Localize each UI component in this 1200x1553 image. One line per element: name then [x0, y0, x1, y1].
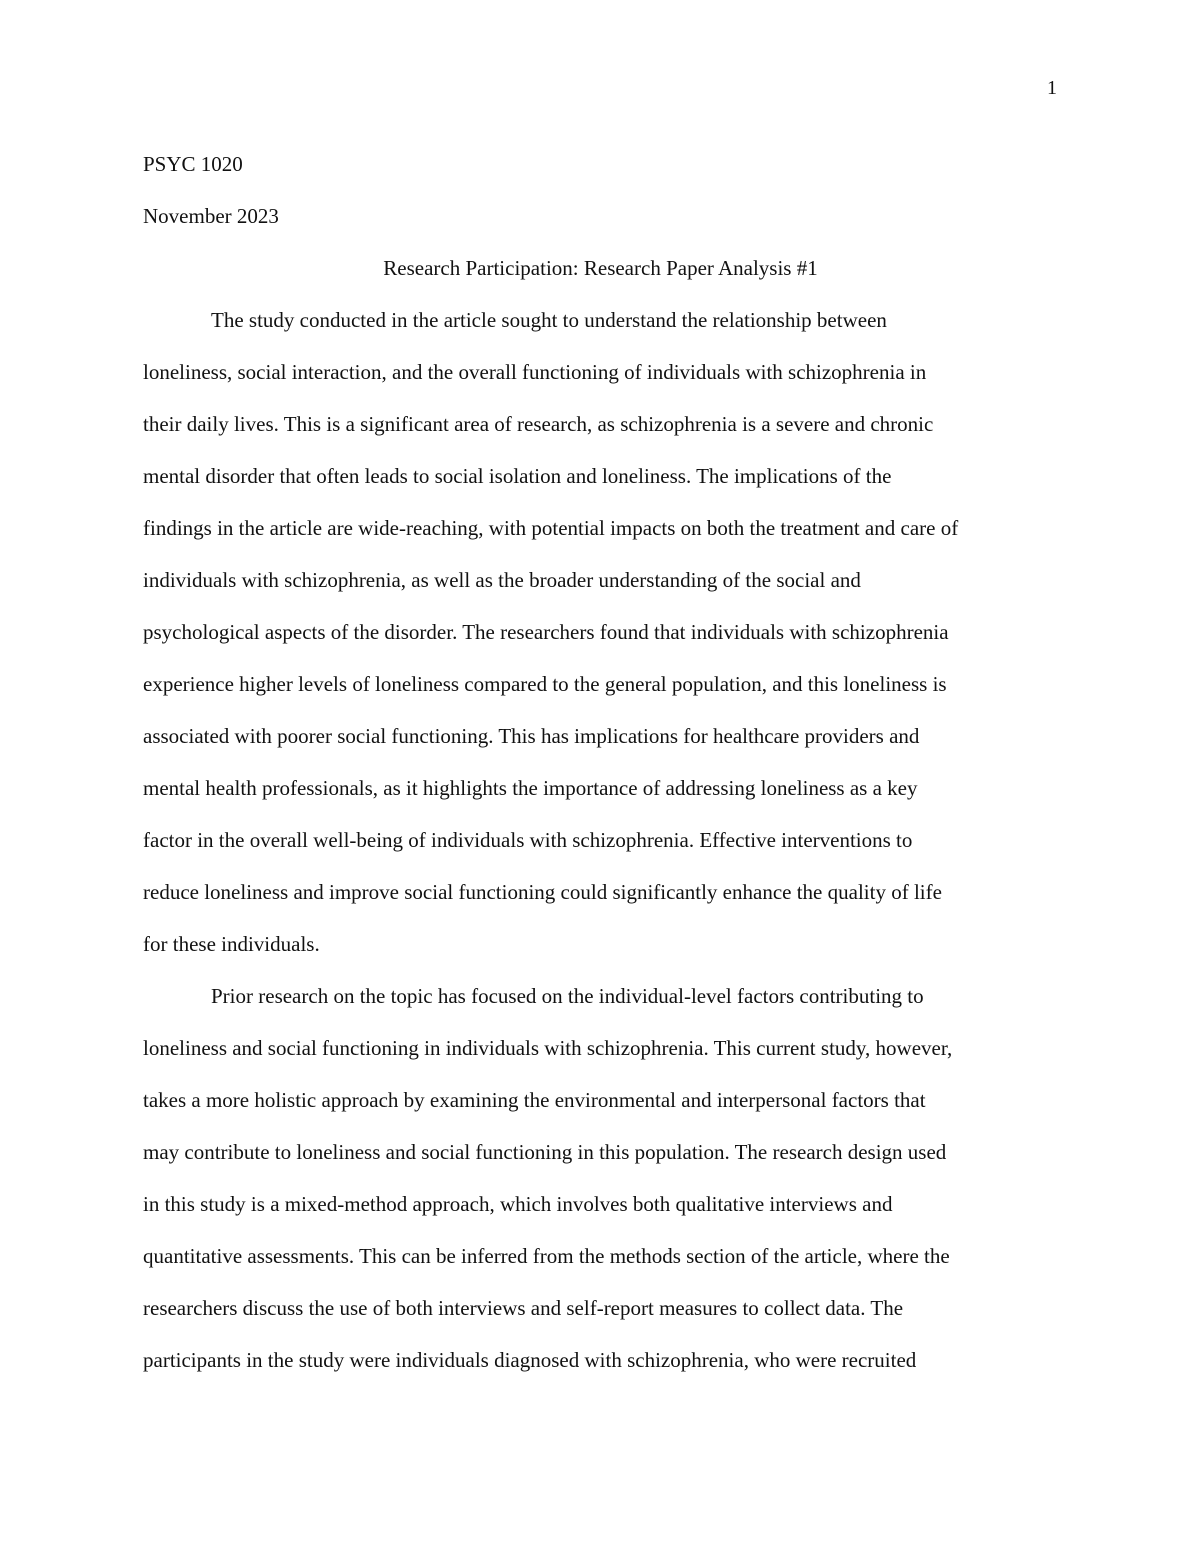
- paragraph-line: participants in the study were individuals diagnosed with schizophrenia, who were recruited: [143, 1348, 917, 1372]
- course-code: PSYC 1020: [143, 152, 243, 176]
- paragraph-line: their daily lives. This is a significant area of research, as schizophrenia is a severe and chronic: [143, 412, 934, 436]
- paragraph-line: findings in the article are wide-reaching, with potential impacts on both the treatment and care of: [143, 516, 959, 540]
- paragraph-1: [143, 294, 1058, 970]
- paragraph-line: The study conducted in the article sought to understand the relationship between: [211, 308, 887, 332]
- paragraph-line: may contribute to loneliness and social functioning in this population. The research design used: [143, 1140, 947, 1164]
- paragraph-2: [143, 970, 1058, 1386]
- paragraph-line: individuals with schizophrenia, as well as the broader understanding of the social and: [143, 568, 861, 592]
- paragraph-line: reduce loneliness and improve social functioning could significantly enhance the quality of life: [143, 880, 942, 904]
- paragraph-line: mental health professionals, as it highlights the importance of addressing loneliness as a key: [143, 776, 918, 800]
- paragraph-line: factor in the overall well-being of individuals with schizophrenia. Effective interventions to: [143, 828, 913, 852]
- paragraph-line: experience higher levels of loneliness compared to the general population, and this loneliness is: [143, 672, 947, 696]
- page-number: 1: [1047, 77, 1057, 99]
- paragraph-line: for these individuals.: [143, 932, 320, 956]
- document-title: Research Participation: Research Paper Analysis #1: [383, 256, 818, 280]
- paragraph-line: researchers discuss the use of both interviews and self-report measures to collect data. The: [143, 1296, 904, 1320]
- paragraph-line: Prior research on the topic has focused on the individual-level factors contributing to: [211, 984, 924, 1008]
- paragraph-line: loneliness and social functioning in individuals with schizophrenia. This current study, however,: [143, 1036, 953, 1060]
- paragraph-line: psychological aspects of the disorder. The researchers found that individuals with schizophrenia: [143, 620, 949, 644]
- paragraph-line: loneliness, social interaction, and the overall functioning of individuals with schizophrenia in: [143, 360, 927, 384]
- paragraph-line: takes a more holistic approach by examining the environmental and interpersonal factors that: [143, 1088, 926, 1112]
- paragraph-line: associated with poorer social functioning. This has implications for healthcare providers and: [143, 724, 920, 748]
- paragraph-line: mental disorder that often leads to social isolation and loneliness. The implications of the: [143, 464, 892, 488]
- document-body: [143, 138, 1058, 1386]
- paragraph-line: in this study is a mixed-method approach, which involves both qualitative interviews and: [143, 1192, 893, 1216]
- document-date: November 2023: [143, 204, 279, 228]
- paragraph-line: quantitative assessments. This can be inferred from the methods section of the article, where the: [143, 1244, 950, 1268]
